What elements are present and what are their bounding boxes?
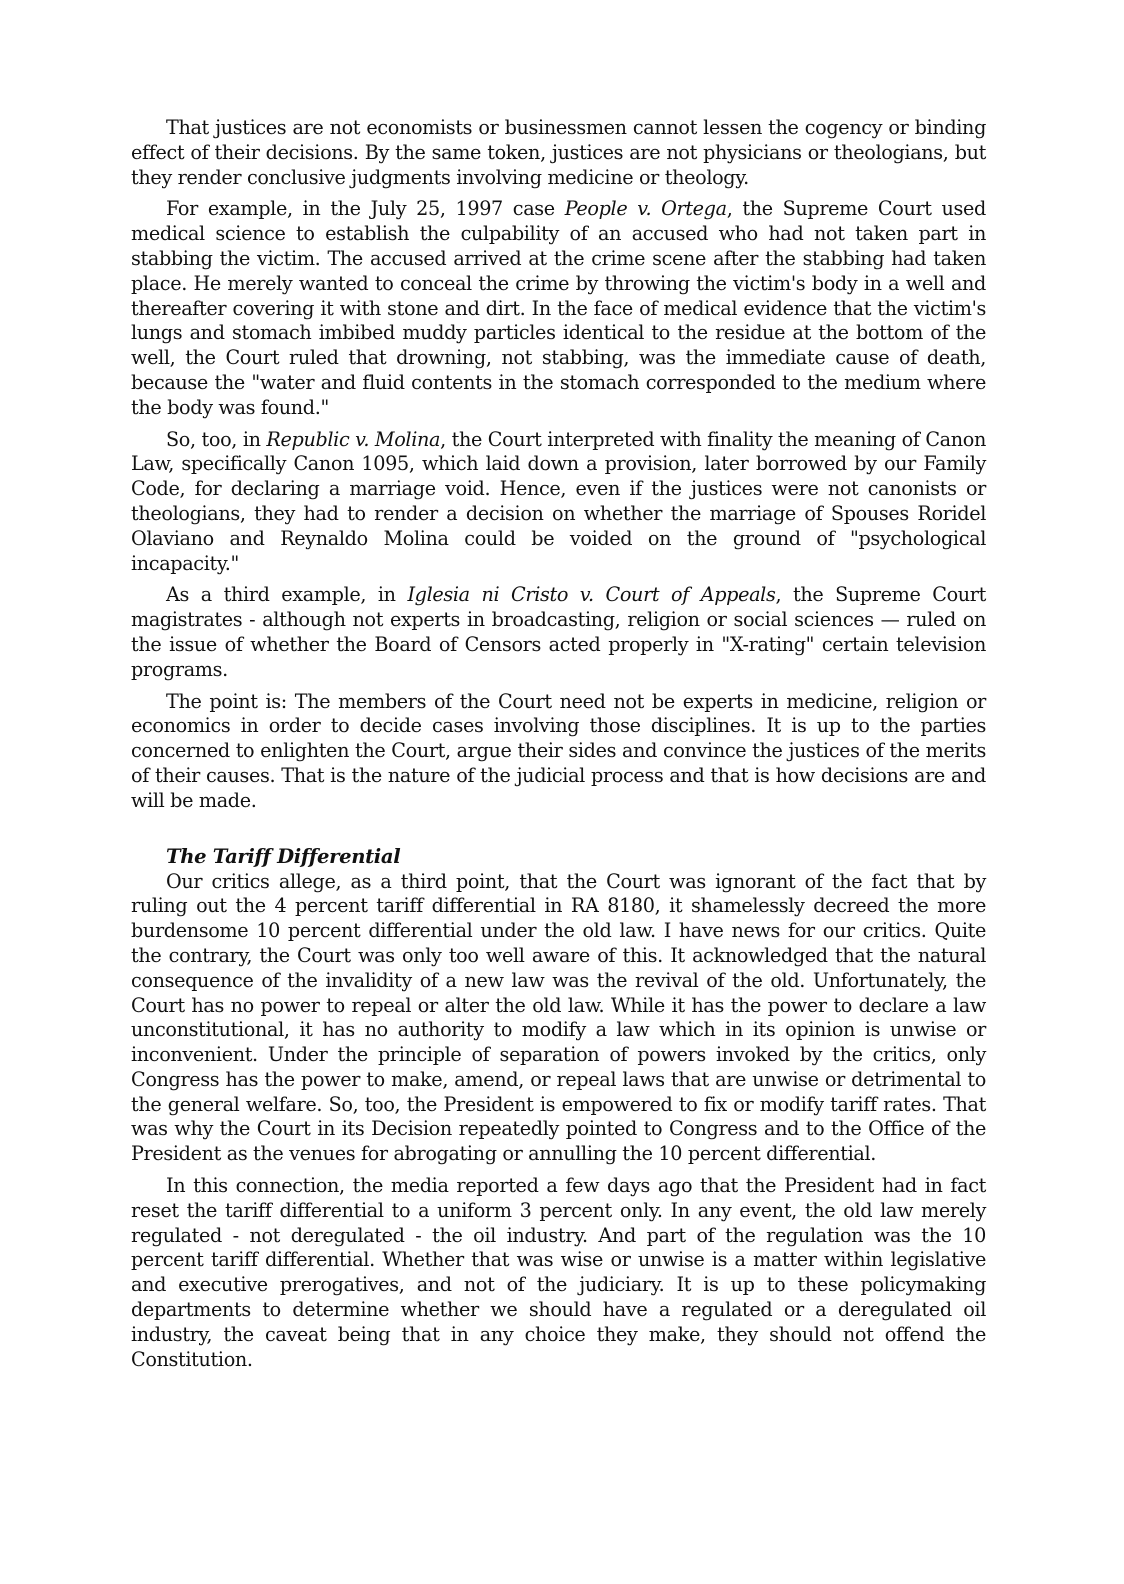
paragraph-text: That justices are not economists or businessmen cannot lessen the cogency or binding effect of their decisions. By the same token, justices are not physicians or theologians, but they render conclusive judgments involving medicine or theology.	[131, 116, 986, 189]
paragraph	[131, 428, 986, 577]
paragraph-text: For example, in the July 25, 1997 case	[166, 197, 565, 221]
paragraph-text: The point is: The members of the Court need not be experts in medicine, religion or economics in order to decide cases involving those disciplines. It is up to the parties concerned to enlighten the Court, argue their sides and convince the justices of the merits of their causes. That is the nature of the judicial process and that is how decisions are and will be made.	[131, 689, 986, 812]
paragraph	[131, 197, 986, 420]
paragraph-text: So, too, in	[166, 427, 267, 451]
section-heading: The Tariff Differential	[166, 844, 401, 868]
paragraph-text: , the Supreme Court magistrates - although not experts in broadcasting, religion or social sciences — ruled on the issue of whether the Board of Censors acted properly in "X-rating" certain television programs.	[131, 583, 986, 681]
paragraph-text: As a third example, in	[166, 583, 408, 607]
paragraph	[131, 1174, 986, 1372]
case-citation: Iglesia ni Cristo v. Court of Appeals	[407, 583, 776, 607]
paragraph	[131, 870, 986, 1168]
paragraph	[131, 116, 986, 190]
paragraph	[131, 583, 986, 682]
body-section-1	[131, 116, 986, 814]
paragraph-text: , the Supreme Court used medical science to establish the culpability of an accused who had not taken part in stabbing the victim. The accused arrived at the crime scene after the stabbing had taken place. He merely wanted to conceal the crime by throwing the victim's body in a well and thereafter covering it with stone and dirt. In the face of medical evidence that the victim's lungs and stomach imbibed muddy particles identical to the residue at the bottom of the well, the Court ruled that drowning, not stabbing, was the immediate cause of death, because the "water and fluid contents in the stomach corresponded to the medium where the body was found."	[131, 197, 986, 419]
paragraph-text: , the Court interpreted with finality the meaning of Canon Law, specifically Canon 1095, which laid down a provision, later borrowed by our Family Code, for declaring a marriage void. Hence, even if the justices were not canonists or theologians, they had to render a decision on whether the marriage of Spouses Roridel Olaviano and Reynaldo Molina could be voided on the ground of "psychological incapacity."	[131, 427, 986, 575]
paragraph-text: Our critics allege, as a third point, that the Court was ignorant of the fact that by ruling out the 4 percent tariff differential in RA 8180, it shamelessly decreed the more burdensome 10 percent differential under the old law. I have news for our critics. Quite the contrary, the Court was only too well aware of this. It acknowledged that the natural consequence of the invalidity of a new law was the revival of the old. Unfortunately, the Court has no power to repeal or alter the old law. While it has the power to declare a law unconstitutional, it has no authority to modify a law which in its opinion is unwise or inconvenient. Under the principle of separation of powers invoked by the critics, only Congress has the power to make, amend, or repeal laws that are unwise or detrimental to the general welfare. So, too, the President is empowered to fix or modify tariff rates. That was why the Court in its Decision repeatedly pointed to Congress and to the Office of the President as the venues for abrogating or annulling the 10 percent differential.	[131, 869, 986, 1166]
paragraph	[131, 690, 986, 814]
case-citation: People v. Ortega	[564, 197, 727, 221]
case-citation: Republic v. Molina	[266, 427, 441, 451]
paragraph-text: In this connection, the media reported a few days ago that the President had in fact reset the tariff differential to a uniform 3 percent only. In any event, the old law merely regulated - not deregulated - the oil industry. And part of the regulation was the 10 percent tariff differential. Whether that was wise or unwise is a matter within legislative and executive prerogatives, and not of the judiciary. It is up to these policymaking departments to determine whether we should have a regulated or a deregulated oil industry, the caveat being that in any choice they make, they should not offend the Constitution.	[131, 1174, 986, 1371]
document-page	[131, 116, 986, 1379]
body-section-2	[131, 870, 986, 1373]
